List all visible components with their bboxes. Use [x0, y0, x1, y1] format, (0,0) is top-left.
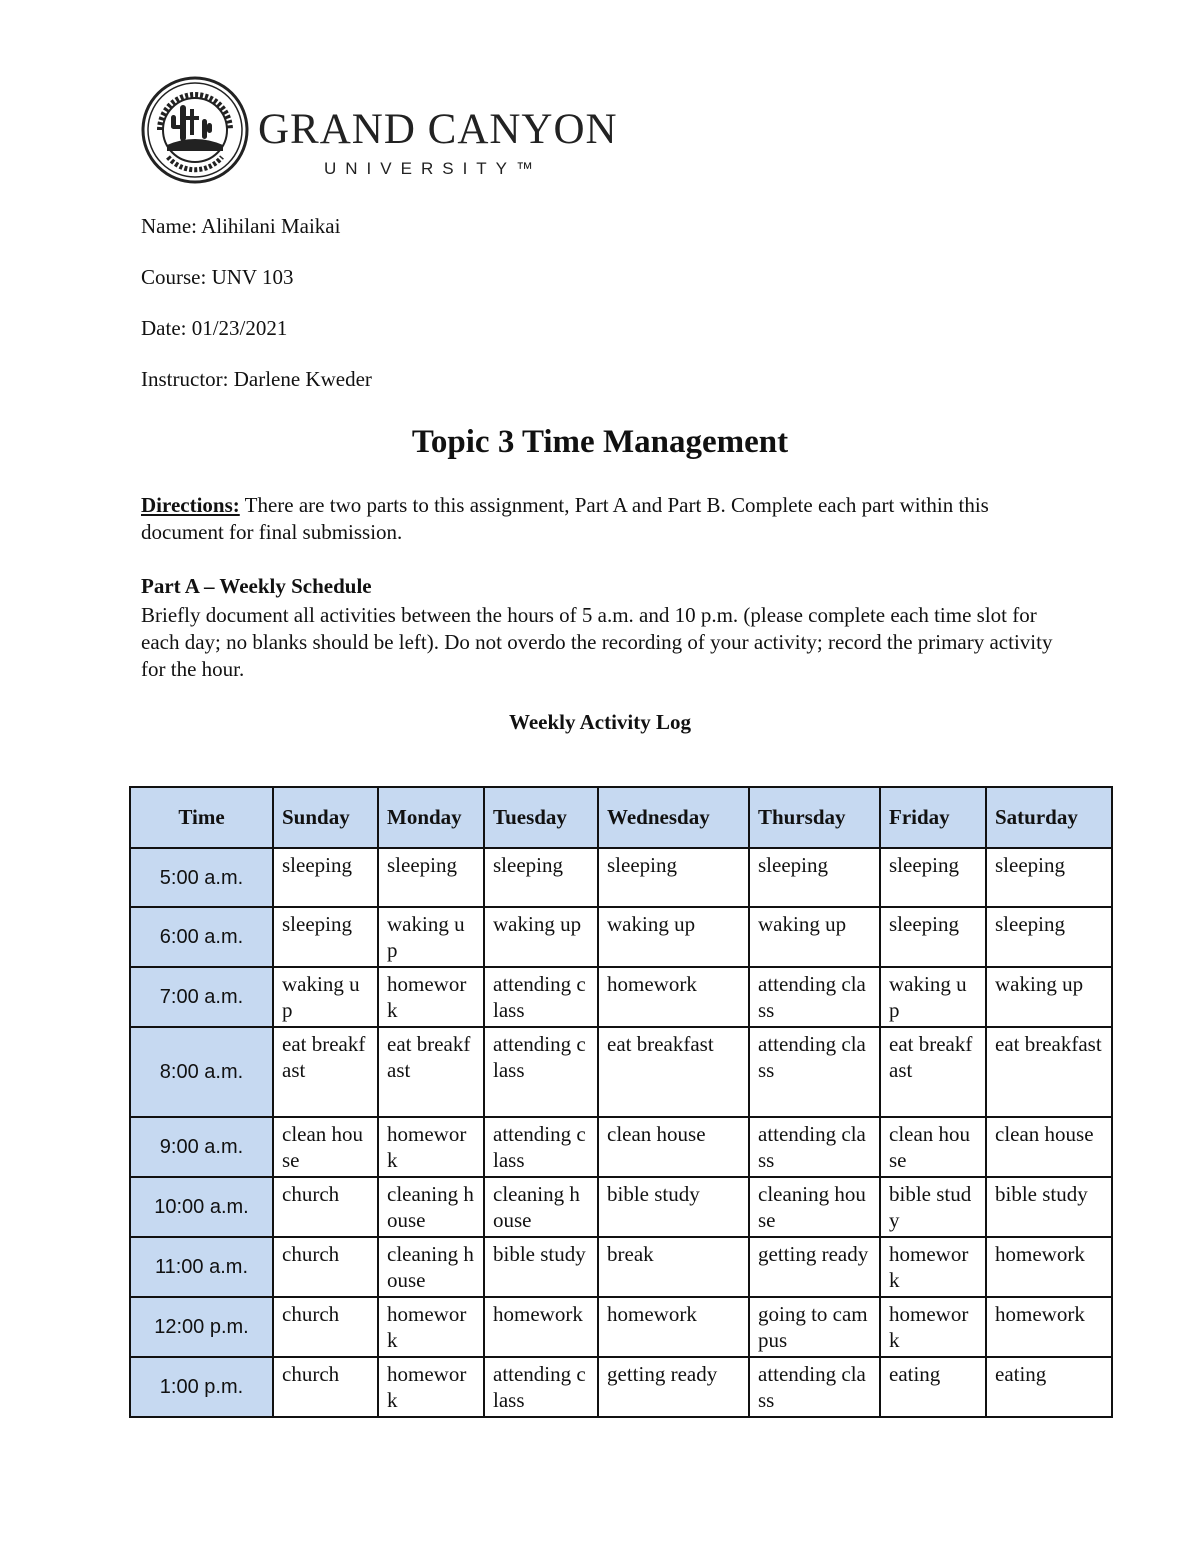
student-name: Name: Alihilani Maikai: [141, 214, 341, 238]
table-cell: homework: [378, 1357, 484, 1417]
table-cell: waking up: [484, 907, 598, 967]
table-cell: waking up: [986, 967, 1112, 1027]
directions-label: Directions:: [141, 493, 240, 517]
header-wednesday: Wednesday: [598, 787, 749, 848]
time-cell: 7:00 a.m.: [130, 967, 273, 1027]
table-cell: waking up: [880, 967, 986, 1027]
table-header-row: [130, 787, 1112, 848]
table-cell: church: [273, 1177, 378, 1237]
logo-line-2: UNIVERSITY™: [324, 159, 543, 178]
table-cell: eat breakfast: [598, 1027, 749, 1117]
table-row: [130, 1237, 1112, 1297]
header-tuesday: Tuesday: [484, 787, 598, 848]
table-cell: bible study: [880, 1177, 986, 1237]
table-cell: eat breakfast: [273, 1027, 378, 1117]
table-cell: cleaning house: [484, 1177, 598, 1237]
date: Date: 01/23/2021: [141, 316, 288, 340]
directions-text: There are two parts to this assignment, Part A and Part B. Complete each part within this document for final submission.: [141, 493, 989, 544]
table-cell: sleeping: [378, 848, 484, 907]
logo-line-1: GRAND CANYON: [258, 106, 618, 153]
time-cell: 1:00 p.m.: [130, 1357, 273, 1417]
table-cell: clean house: [986, 1117, 1112, 1177]
table-cell: waking up: [749, 907, 880, 967]
table-row: [130, 967, 1112, 1027]
table-cell: sleeping: [484, 848, 598, 907]
header-monday: Monday: [378, 787, 484, 848]
table-cell: cleaning house: [378, 1177, 484, 1237]
table-row: [130, 907, 1112, 967]
table-cell: homework: [880, 1237, 986, 1297]
table-cell: sleeping: [273, 848, 378, 907]
table-cell: bible study: [598, 1177, 749, 1237]
table-cell: going to campus: [749, 1297, 880, 1357]
table-cell: homework: [378, 1117, 484, 1177]
table-cell: clean house: [598, 1117, 749, 1177]
table-cell: waking up: [598, 907, 749, 967]
time-cell: 10:00 a.m.: [130, 1177, 273, 1237]
page-title: Topic 3 Time Management: [411, 424, 789, 460]
time-cell: 8:00 a.m.: [130, 1027, 273, 1117]
table-cell: sleeping: [598, 848, 749, 907]
table-cell: homework: [986, 1297, 1112, 1357]
table-cell: eating: [880, 1357, 986, 1417]
table-cell: sleeping: [986, 848, 1112, 907]
table-cell: clean house: [880, 1117, 986, 1177]
table-cell: attending class: [749, 1357, 880, 1417]
table-cell: getting ready: [749, 1237, 880, 1297]
table-cell: attending class: [749, 1027, 880, 1117]
header-thursday: Thursday: [749, 787, 880, 848]
header-time: Time: [130, 787, 273, 848]
table-cell: homework: [598, 1297, 749, 1357]
table-cell: sleeping: [986, 907, 1112, 967]
table-cell: bible study: [986, 1177, 1112, 1237]
table-cell: break: [598, 1237, 749, 1297]
table-cell: waking up: [273, 967, 378, 1027]
table-cell: church: [273, 1357, 378, 1417]
course: Course: UNV 103: [141, 265, 294, 289]
table-cell: bible study: [484, 1237, 598, 1297]
table-cell: church: [273, 1297, 378, 1357]
table-cell: sleeping: [273, 907, 378, 967]
table-cell: eat breakfast: [880, 1027, 986, 1117]
table-cell: attending class: [484, 967, 598, 1027]
table-cell: church: [273, 1237, 378, 1297]
table-cell: cleaning house: [749, 1177, 880, 1237]
table-cell: attending class: [749, 967, 880, 1027]
university-logo: [140, 75, 620, 185]
header-friday: Friday: [880, 787, 986, 848]
time-cell: 9:00 a.m.: [130, 1117, 273, 1177]
table-cell: homework: [880, 1297, 986, 1357]
university-seal-icon: [140, 75, 250, 185]
time-cell: 11:00 a.m.: [130, 1237, 273, 1297]
table-cell: homework: [378, 1297, 484, 1357]
directions: [141, 492, 1071, 546]
weekly-activity-log-table: [129, 786, 1113, 1418]
time-cell: 6:00 a.m.: [130, 907, 273, 967]
table-row: [130, 1027, 1112, 1117]
table-cell: eating: [986, 1357, 1112, 1417]
table-cell: clean house: [273, 1117, 378, 1177]
table-cell: sleeping: [749, 848, 880, 907]
header-sunday: Sunday: [273, 787, 378, 848]
time-cell: 5:00 a.m.: [130, 848, 273, 907]
table-cell: homework: [598, 967, 749, 1027]
table-cell: attending class: [484, 1027, 598, 1117]
table-cell: attending class: [484, 1357, 598, 1417]
table-row: [130, 1177, 1112, 1237]
table-cell: homework: [986, 1237, 1112, 1297]
activity-log-title: Weekly Activity Log: [509, 710, 691, 734]
table-cell: attending class: [749, 1117, 880, 1177]
table-cell: homework: [484, 1297, 598, 1357]
table-row: [130, 1357, 1112, 1417]
instructor: Instructor: Darlene Kweder: [141, 367, 372, 391]
time-cell: 12:00 p.m.: [130, 1297, 273, 1357]
table-cell: eat breakfast: [986, 1027, 1112, 1117]
table-row: [130, 1297, 1112, 1357]
table-cell: homework: [378, 967, 484, 1027]
table-cell: eat breakfast: [378, 1027, 484, 1117]
table-cell: waking up: [378, 907, 484, 967]
table-cell: cleaning house: [378, 1237, 484, 1297]
table-cell: sleeping: [880, 848, 986, 907]
table-row: [130, 1117, 1112, 1177]
table-cell: attending class: [484, 1117, 598, 1177]
header-saturday: Saturday: [986, 787, 1112, 848]
table-cell: sleeping: [880, 907, 986, 967]
table-row: [130, 848, 1112, 907]
part-a-description: Briefly document all activities between the hours of 5 a.m. and 10 p.m. (please complete each time slot for each day; no blanks should be left). Do not overdo the recording of your activity; record the primary activity for the hour.: [141, 603, 1053, 681]
table-cell: getting ready: [598, 1357, 749, 1417]
part-a-heading: Part A – Weekly Schedule: [141, 574, 372, 598]
